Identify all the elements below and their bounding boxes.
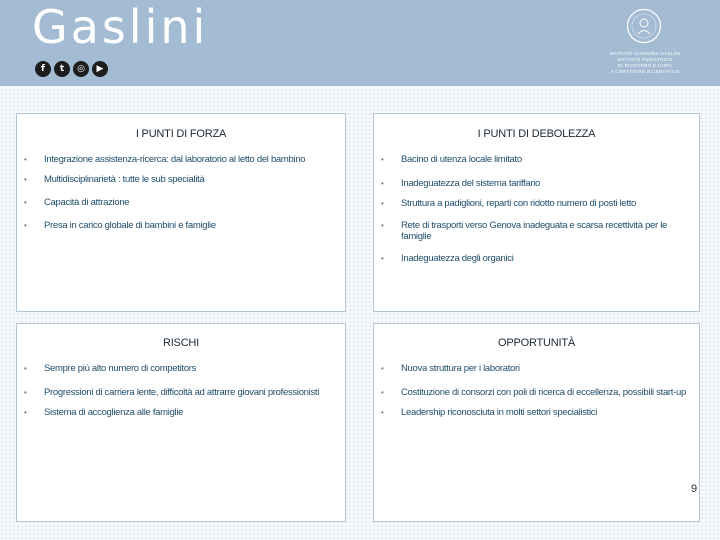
- bullet-icon: •: [24, 155, 27, 164]
- weaknesses-list: [374, 154, 699, 264]
- risks-panel: [16, 323, 346, 522]
- institute-seal-icon: [626, 8, 662, 44]
- brand-logo-text: Gaslini: [32, 0, 209, 54]
- bullet-icon: •: [381, 408, 384, 417]
- list-item: [17, 387, 345, 398]
- list-item-text: Costituzione di consorzi con poli di ricerca di eccellenza, possibili start-up: [401, 387, 686, 398]
- bullet-icon: •: [381, 221, 384, 230]
- list-item: [374, 407, 699, 418]
- institute-name: [598, 51, 692, 75]
- facebook-icon[interactable]: f: [35, 61, 51, 77]
- youtube-icon[interactable]: ▶: [92, 61, 108, 77]
- list-item: [17, 154, 345, 165]
- list-item: [374, 154, 699, 165]
- bullet-icon: •: [24, 198, 27, 207]
- list-item: [374, 363, 699, 374]
- list-item: [17, 220, 345, 231]
- panel-title: I PUNTI DI FORZA: [135, 128, 227, 140]
- panel-title: I PUNTI DI DEBOLEZZA: [477, 128, 596, 140]
- risks-list: [17, 363, 345, 418]
- list-item-text: Progressioni di carriera lente, difficoltà ad attrarre giovani professionisti: [44, 387, 320, 398]
- twitter-icon[interactable]: t: [54, 61, 70, 77]
- bullet-icon: •: [24, 364, 27, 373]
- list-item-text: Sistema di accoglienza alle famiglie: [44, 407, 184, 418]
- panel-title: RISCHI: [162, 337, 200, 349]
- bullet-icon: •: [381, 254, 384, 263]
- bullet-icon: •: [381, 155, 384, 164]
- list-item: [374, 253, 699, 264]
- institute-line: DI RICOVERO E CURA: [617, 63, 673, 68]
- strengths-panel: [16, 113, 346, 312]
- opportunities-panel: [373, 323, 700, 522]
- institute-line: ISTITUTO PEDIATRICO: [617, 57, 673, 62]
- institute-line: A CARATTERE SCIENTIFICO: [610, 69, 680, 74]
- list-item-text: Sempre più alto numero di competitors: [44, 363, 197, 374]
- page-number: 9: [691, 483, 698, 495]
- bullet-icon: •: [381, 179, 384, 188]
- list-item-text: Integrazione assistenza-ricerca: dal laboratorio al letto del bambino: [44, 154, 306, 165]
- bullet-icon: •: [24, 175, 27, 184]
- list-item-text: Multidisciplinarietà : tutte le sub specialità: [44, 174, 205, 185]
- institute-line: ISTITUTO GIANNINA GASLINI: [609, 51, 681, 56]
- list-item-text: Inadeguatezza degli organici: [401, 253, 514, 264]
- list-item-text: Capacità di attrazione: [44, 197, 130, 208]
- list-item-text: Nuova struttura per i laboratori: [401, 363, 520, 374]
- list-item-text: Rete di trasporti verso Genova inadeguata e scarsa recettività per le famiglie: [401, 220, 668, 242]
- bullet-icon: •: [24, 388, 27, 397]
- list-item: [17, 174, 345, 185]
- opportunities-list: [374, 363, 699, 418]
- list-item-text: Leadership riconosciuta in molti settori specialistici: [401, 407, 598, 418]
- bullet-icon: •: [381, 388, 384, 397]
- bullet-icon: •: [381, 364, 384, 373]
- bullet-icon: •: [24, 221, 27, 230]
- list-item-text: Inadeguatezza del sistema tariffario: [401, 178, 541, 189]
- list-item: [17, 407, 345, 418]
- list-item-text: Presa in carico globale di bambini e famiglie: [44, 220, 216, 231]
- list-item-text: Struttura a padiglioni, reparti con ridotto numero di posti letto: [401, 198, 637, 209]
- instagram-icon[interactable]: ◎: [73, 61, 89, 77]
- bullet-icon: •: [24, 408, 27, 417]
- list-item: [374, 178, 699, 189]
- list-item: [374, 387, 699, 398]
- header-band: [0, 0, 720, 86]
- strengths-list: [17, 154, 345, 231]
- weaknesses-panel: [373, 113, 700, 312]
- panel-title: OPPORTUNITÀ: [497, 337, 576, 349]
- list-item: [17, 363, 345, 374]
- bullet-icon: •: [381, 199, 384, 208]
- list-item: [374, 198, 699, 209]
- social-links: [35, 61, 108, 77]
- list-item: [17, 197, 345, 208]
- list-item: [374, 220, 699, 242]
- list-item-text: Bacino di utenza locale limitato: [401, 154, 522, 165]
